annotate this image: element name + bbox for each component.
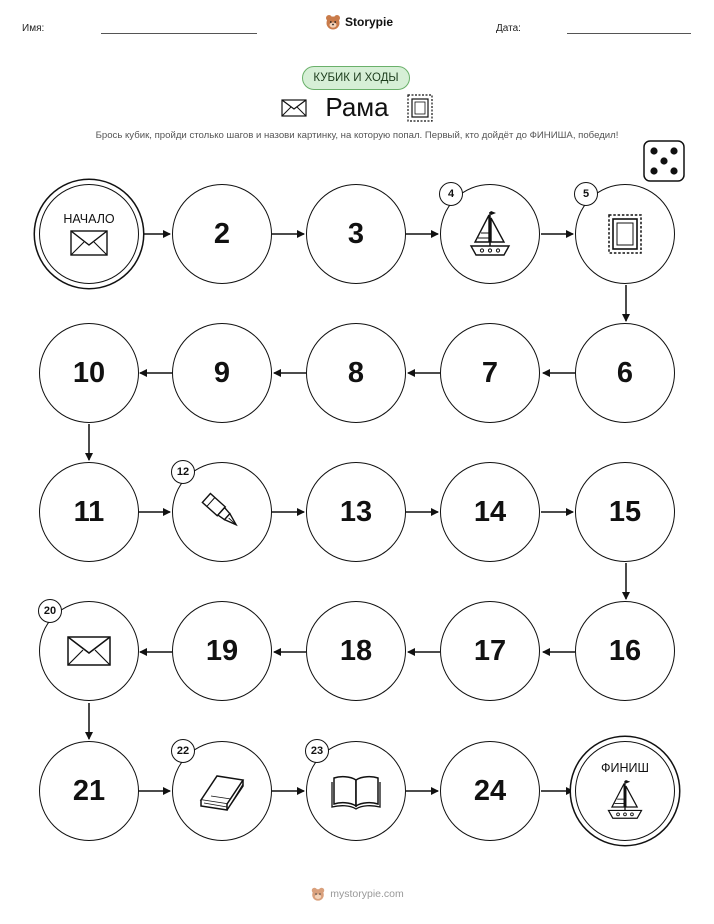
board-cell-picture[interactable] [575,184,675,284]
board-cell[interactable] [440,601,540,701]
board-cell[interactable] [172,601,272,701]
cell-number-badge: 22 [171,739,195,763]
cell-number: 19 [205,634,239,667]
board-cell-start[interactable] [39,184,139,284]
footer-site[interactable]: mystorypie.com [330,888,404,900]
cell-number: 7 [481,356,499,389]
bear-mascot-icon [310,886,326,902]
board-cell[interactable] [306,462,406,562]
cell-number: 2 [213,217,231,250]
cell-number: 3 [347,217,365,250]
cell-number-badge: 5 [574,182,598,206]
game-type-badge: КУБИК И ХОДЫ [302,66,410,90]
open-book-icon [330,772,382,810]
board-cell[interactable] [440,741,540,841]
board-cell[interactable] [575,601,675,701]
board-cell[interactable] [440,323,540,423]
cell-number-badge: 12 [171,460,195,484]
cell-number: 15 [608,495,642,528]
cell-number: 21 [72,774,106,807]
cell-number: 6 [616,356,634,389]
cell-number: 24 [473,774,507,807]
board-cell[interactable] [172,323,272,423]
cell-number: 9 [213,356,231,389]
board-cell[interactable] [39,741,139,841]
sailboat-icon [467,209,513,259]
cell-number-badge: 4 [439,182,463,206]
board-cell[interactable] [39,323,139,423]
board-cell-picture[interactable] [306,741,406,841]
board-cell-picture[interactable] [172,741,272,841]
cell-number-badge: 23 [305,739,329,763]
date-label: Дата: [496,23,521,34]
board-cell[interactable] [440,462,540,562]
cell-number: 18 [339,634,373,667]
target-word: Рама [325,92,389,122]
board-cell-picture[interactable] [440,184,540,284]
board-cell[interactable] [306,184,406,284]
board-cell[interactable] [575,462,675,562]
board-cell-finish[interactable] [575,741,675,841]
cell-number: 11 [73,495,105,528]
cell-number: 10 [72,356,106,389]
cell-number: 13 [339,495,373,528]
fountain-pen-icon [200,489,244,535]
instructions: Брось кубик, пройди столько шагов и назови картинку, на которую попал. Первый, кто дойдёт до ФИНИША, победил! [95,130,619,141]
cell-number: 8 [347,356,365,389]
envelope-icon [69,229,109,257]
board-cell[interactable] [39,462,139,562]
cell-number: 17 [473,634,507,667]
start-label: НАЧАЛО [63,211,115,226]
name-label: Имя: [22,23,45,34]
board-cell-picture[interactable] [172,462,272,562]
cell-number: 16 [608,634,642,667]
envelope-icon [66,635,112,667]
board-cell[interactable] [172,184,272,284]
footer [0,886,714,902]
board-cell[interactable] [575,323,675,423]
board-cell[interactable] [306,323,406,423]
cell-number-badge: 20 [38,599,62,623]
board-cell-picture[interactable] [39,601,139,701]
finish-label: ФИНИШ [601,760,649,775]
sailboat-icon [605,778,645,822]
brand-name: Storypie [345,15,394,29]
cell-number: 14 [473,495,507,528]
closed-book-icon [197,770,247,812]
board-cell[interactable] [306,601,406,701]
stamp-frame-icon [607,213,643,255]
